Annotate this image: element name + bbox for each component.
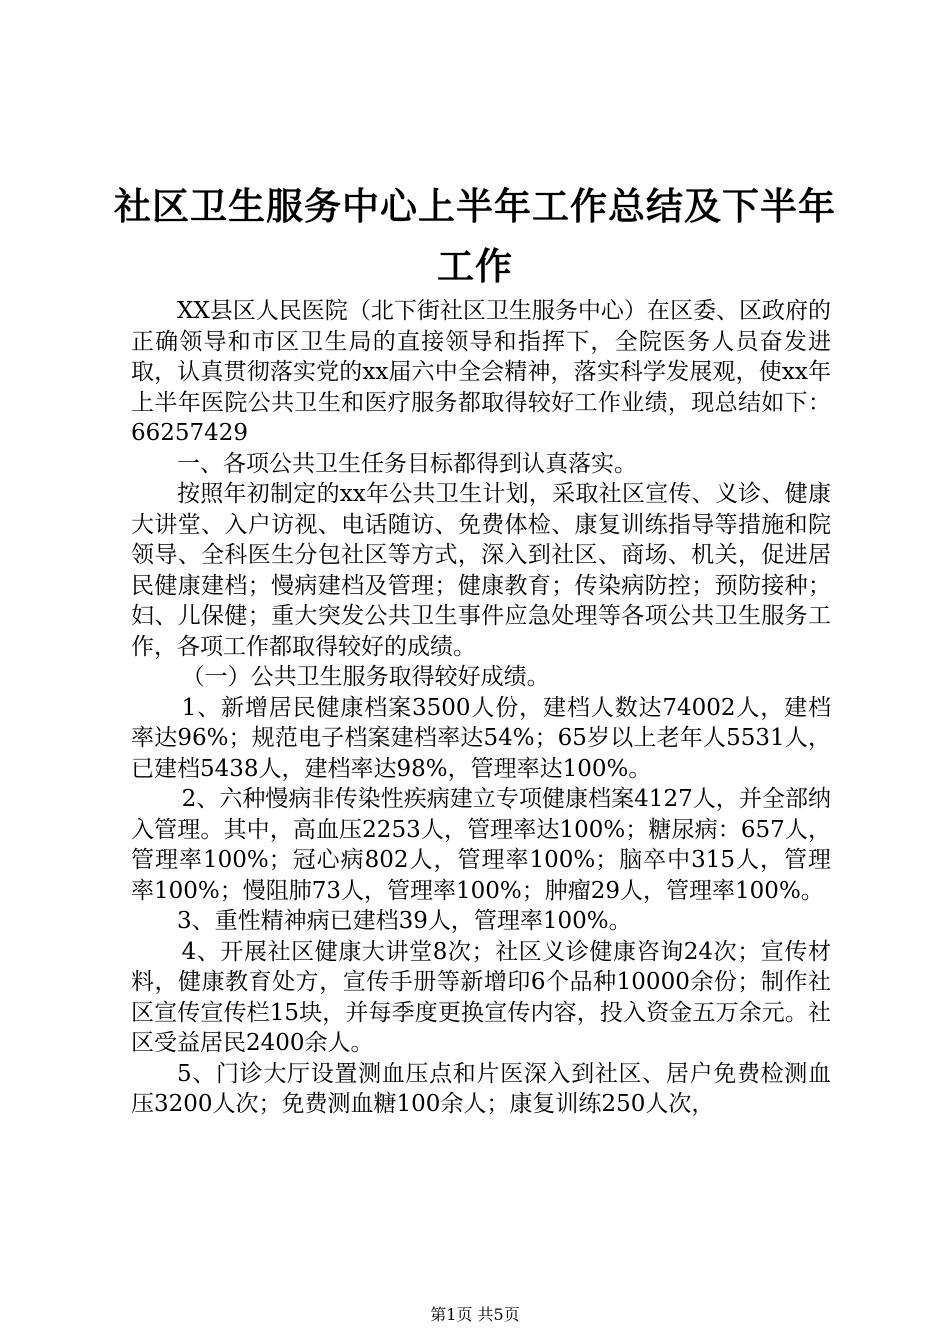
item-5-paragraph: 5、门诊大厅设置测血压点和片医深入到社区、居户免费检测血压3200人次；免费测血糖100余人；康复训练250人次， xyxy=(131,1060,831,1117)
intro-paragraph: XX县区人民医院（北下街社区卫生服务中心）在区委、区政府的正确领导和市区卫生局的直接领导和指挥下，全院医务人员奋发进取，认真贯彻落实党的xx届六中全会精神，落实科学发展观，使xx年上半年医院公共卫生和医疗服务都取得较好工作业绩，现总结如下：66257429 xyxy=(131,298,831,446)
section-1-paragraph: 按照年初制定的xx年公共卫生计划，采取社区宣传、义诊、健康大讲堂、入户访视、电话随访、免费体检、康复训练指导等措施和院领导、全科医生分包社区等方式，深入到社区、商场、机关，促进居民健康建档；慢病建档及管理；健康教育；传染病防控；预防接种；妇、儿保健；重大突发公共卫生事件应急处理等各项公共卫生服务工作，各项工作都取得较好的成绩。 xyxy=(131,481,831,660)
subsection-heading-1: （一）公共卫生服务取得较好成绩。 xyxy=(181,664,550,690)
item-3-paragraph: 3、重性精神病已建档39人，管理率100%。 xyxy=(177,908,632,934)
item-1-paragraph: 1、新增居民健康档案3500人份，建档人数达74002人，建档率达96%；规范电子档案建档率达54%；65岁以上老年人5531人，已建档5438人，建档率达98%，管理率达100%。 xyxy=(131,694,831,782)
page-indicator: 第1页 共5页 xyxy=(430,1305,520,1324)
document-title: 社区卫生服务中心上半年工作总结及下半年工作 xyxy=(114,184,836,288)
document-body xyxy=(131,296,831,1120)
page-footer xyxy=(0,1305,950,1325)
section-heading-1: 一、各项公共卫生任务目标都得到认真落实。 xyxy=(177,450,637,477)
item-2-paragraph: 2、六种慢病非传染性疾病建立专项健康档案4127人，并全部纳入管理。其中，高血压2253人，管理率达100%；糖尿病：657人，管理率100%；冠心病802人，管理率100%；脑卒中315人，管理率100%；慢阻肺73人，管理率100%；肿瘤29人，管理率100%。 xyxy=(131,786,831,904)
item-4-paragraph: 4、开展社区健康大讲堂8次；社区义诊健康咨询24次；宣传材料，健康教育处方，宣传手册等新增印6个品种10000余份；制作社区宣传宣传栏15块，并每季度更换宣传内容，投入资金五万余元。社区受益居民2400余人。 xyxy=(131,938,831,1056)
